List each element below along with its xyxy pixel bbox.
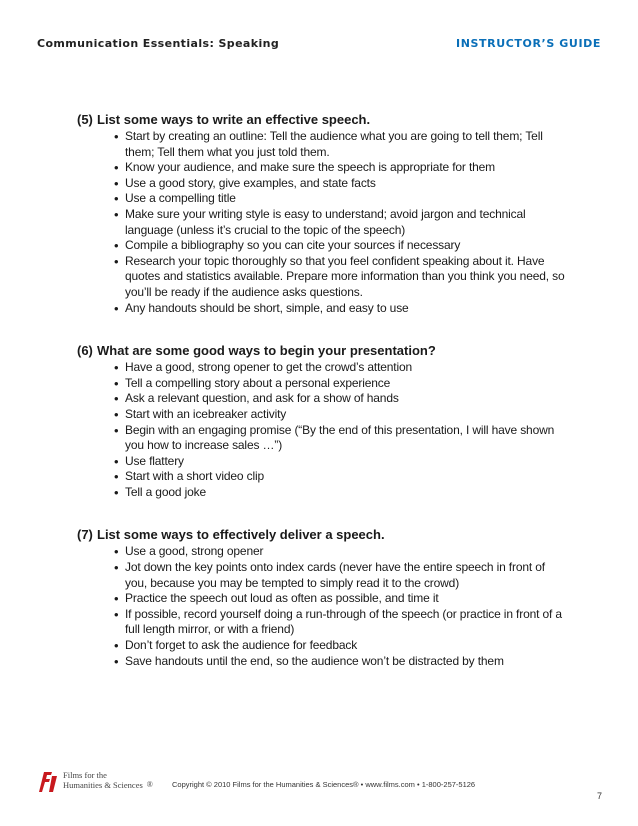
list-item: • Start with an icebreaker activity — [114, 407, 567, 423]
page-number: 7 — [596, 791, 602, 801]
publisher-name — [63, 770, 153, 790]
guide-label: INSTRUCTOR’S GUIDE — [456, 37, 601, 50]
question-text: What are some good ways to begin your presentation? — [97, 343, 436, 359]
list-item: • Tell a good joke — [114, 485, 567, 501]
list-item: • Use flattery — [114, 454, 567, 470]
list-item: • Any handouts should be short, simple, and easy to use — [114, 301, 567, 317]
registered-mark: ® — [146, 780, 153, 789]
section-7 — [77, 526, 567, 669]
answer-list — [77, 544, 567, 669]
list-item: • Don’t forget to ask the audience for feedback — [114, 638, 567, 654]
section-6 — [77, 342, 567, 500]
section-5 — [77, 111, 567, 316]
list-item: • If possible, record yourself doing a run-through of the speech (or practice in front of a full length mirror, or with a friend) — [114, 607, 567, 638]
list-item: • Start with a short video clip — [114, 469, 567, 485]
list-item: • Practice the speech out loud as often as possible, and time it — [114, 591, 567, 607]
fhs-logo-icon — [38, 770, 58, 794]
list-item: • Make sure your writing style is easy to understand; avoid jargon and technical language (unless it’s crucial to the topic of the speech) — [114, 207, 567, 238]
list-item: • Use a compelling title — [114, 191, 567, 207]
list-item: • Jot down the key points onto index cards (never have the entire speech in front of you, because you may be tempted to simply read it to the crowd) — [114, 560, 567, 591]
publisher-name-line1: Films for the — [63, 770, 107, 780]
list-item: • Know your audience, and make sure the speech is appropriate for them — [114, 160, 567, 176]
copyright-line: Copyright © 2010 Films for the Humanities & Sciences® • www.films.com • 1-800-257-5126 — [172, 780, 476, 789]
answer-list — [77, 129, 567, 316]
answer-list — [77, 360, 567, 500]
list-item: • Begin with an engaging promise (“By the end of this presentation, I will have shown you how to increase sales …”) — [114, 423, 567, 454]
question-number: (6) — [77, 343, 93, 359]
list-item: • Compile a bibliography so you can cite your sources if necessary — [114, 238, 567, 254]
question-text: List some ways to effectively deliver a speech. — [97, 527, 385, 543]
question-number: (7) — [77, 527, 93, 543]
list-item: • Use a good story, give examples, and state facts — [114, 176, 567, 192]
page-content — [77, 111, 567, 695]
list-item: • Tell a compelling story about a personal experience — [114, 376, 567, 392]
list-item: • Research your topic thoroughly so that you feel confident speaking about it. Have quotes and statistics available. Prepare more information than you think you need, so you’ll be ready if the audience asks questions. — [114, 254, 567, 301]
publisher-logo — [38, 770, 153, 794]
list-item: • Have a good, strong opener to get the crowd’s attention — [114, 360, 567, 376]
question-number: (5) — [77, 112, 93, 127]
question-heading — [77, 526, 567, 543]
question-heading — [77, 342, 567, 359]
list-item: • Save handouts until the end, so the audience won’t be distracted by them — [114, 654, 567, 670]
list-item: • Start by creating an outline: Tell the audience what you are going to tell them; Tell them; Tell them what you just told them. — [114, 129, 567, 160]
document-title: Communication Essentials: Speaking — [37, 37, 280, 50]
question-text: List some ways to write an effective speech. — [97, 112, 371, 127]
list-item: • Ask a relevant question, and ask for a show of hands — [114, 391, 567, 407]
question-heading — [77, 111, 567, 128]
publisher-name-line2: Humanities & Sciences ® — [63, 780, 153, 790]
list-item: • Use a good, strong opener — [114, 544, 567, 560]
